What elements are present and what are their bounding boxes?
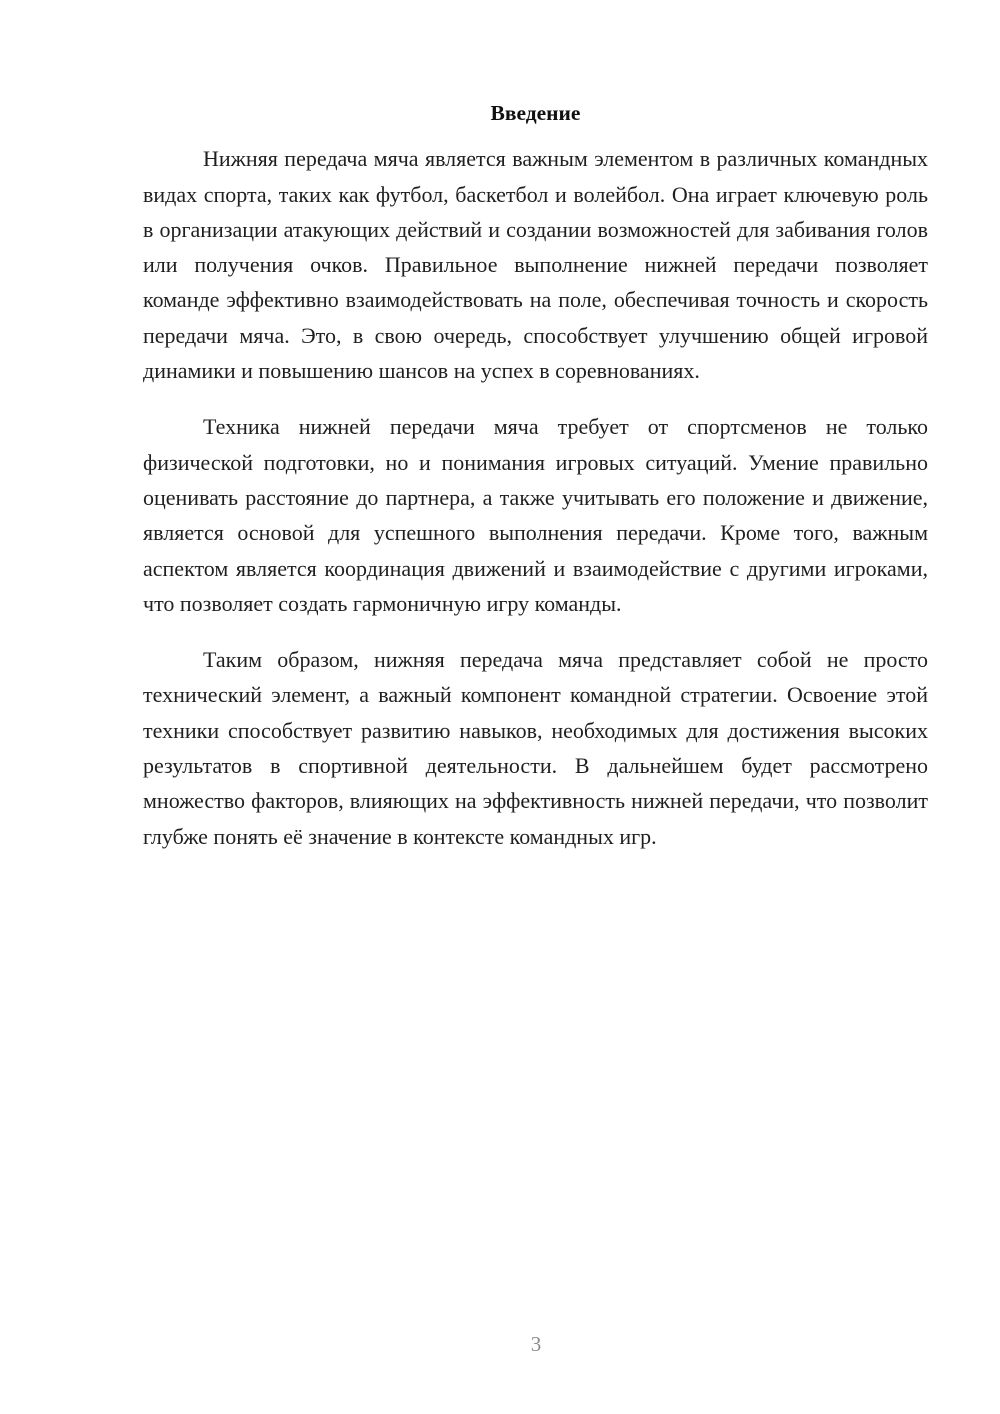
page-number: 3 [530,1332,542,1356]
paragraph-1: Нижняя передача мяча является важным элементом в различных командных видах спорта, таких как футбол, баскетбол и волейбол. Она играет ключевую роль в организации атакующих действий и создании возможностей для забивания голов или получения очков. Правильное выполнение нижней передачи позволяет команде эффективно взаимодействовать на поле, обеспечивая точность и скорость передачи мяча. Это, в свою очередь, способствует улучшению общей игровой динамики и повышению шансов на успех в соревнованиях. [143,146,928,384]
page-content [143,96,928,854]
paragraph-2: Техника нижней передачи мяча требует от спортсменов не только физической подготовки, но и понимания игровых ситуаций. Умение правильно оценивать расстояние до партнера, а также учитывать его положение и движение, является основой для успешного выполнения передачи. Кроме того, важным аспектом является координация движений и взаимодействие с другими игроками, что позволяет создать гармоничную игру команды. [143,414,928,616]
paragraph-3: Таким образом, нижняя передача мяча представляет собой не просто технический элемент, а важный компонент командной стратегии. Освоение этой техники способствует развитию навыков, необходимых для достижения высоких результатов в спортивной деятельности. В дальнейшем будет рассмотрено множество факторов, влияющих на эффективность нижней передачи, что позволит глубже понять её значение в контексте командных игр. [143,647,928,849]
section-heading: Введение [490,101,581,125]
